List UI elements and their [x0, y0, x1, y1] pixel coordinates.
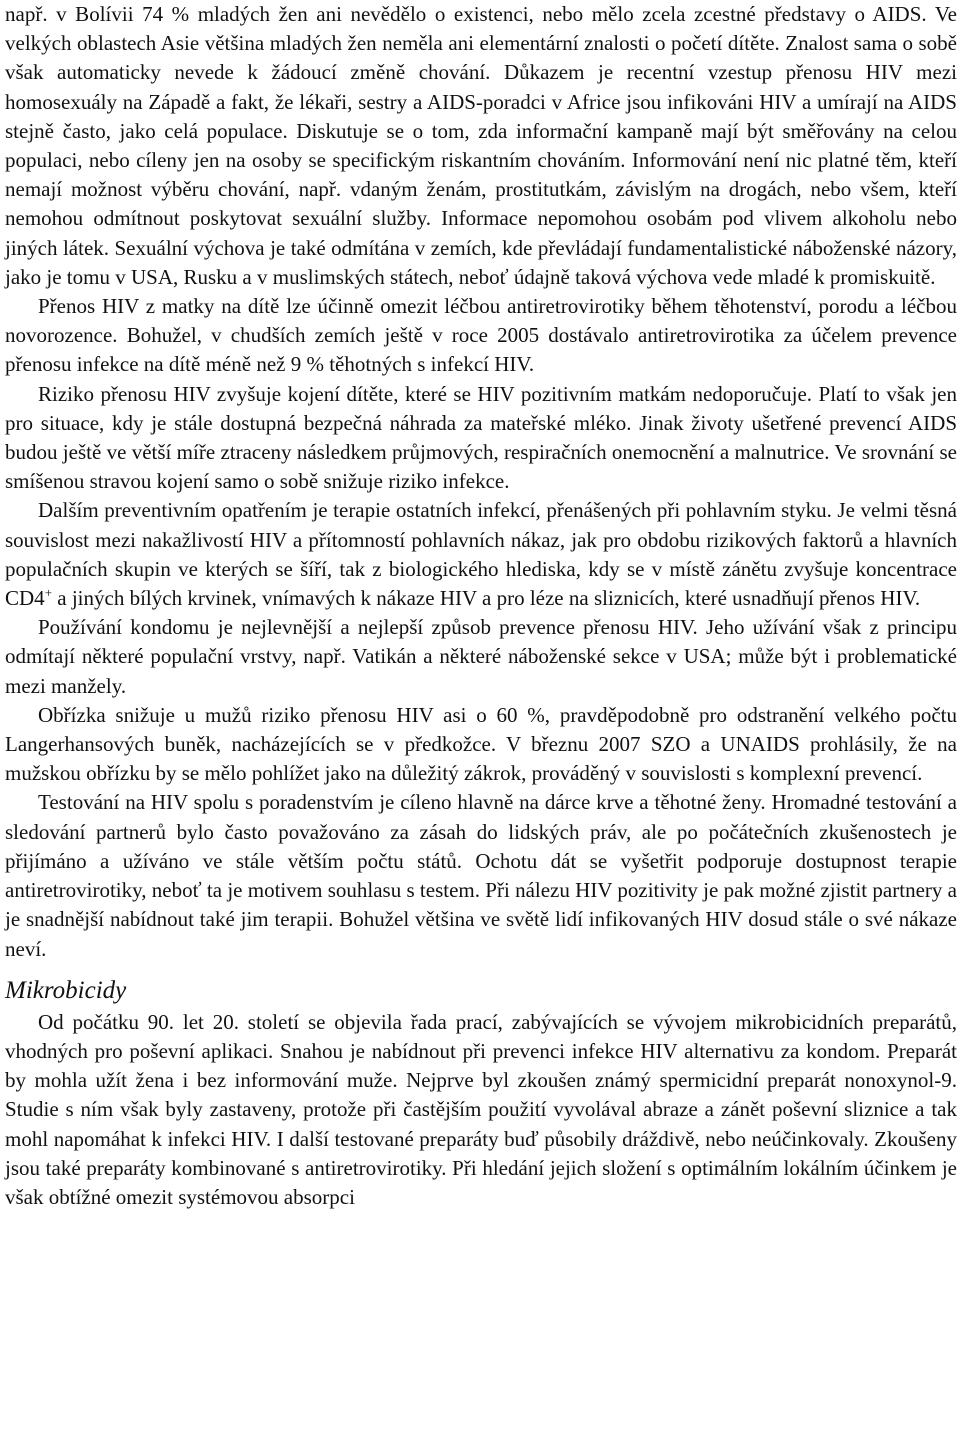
paragraph-sti-text-a: Dalším preventivním opatřením je terapie ostatních infekcí, přenášených při pohlavním styku. Je velmi těsná souvislost mezi nakažlivostí HIV a přítomností pohlavních nákaz, jak pro obdobu rizikových faktorů a hlavních populačních skupin ve kterých se šíří, tak z biologického hlediska, kdy se v místě zánětu zvyšuje koncentrace CD4	[5, 498, 957, 611]
paragraph-breastfeeding: Riziko přenosu HIV zvyšuje kojení dítěte, které se HIV pozitivním matkám nedoporučuje. Platí to však jen pro situace, kdy je stále dostupná bezpečná náhrada za mateřské mléko. Jinak životy ušetřené prevencí AIDS budou ještě ve větší míře ztraceny následkem průjmových, respiračních onemocnění a malnutrice. Ve srovnání se smíšenou stravou kojení samo o sobě snižuje riziko infekce.	[5, 381, 957, 494]
paragraph-circumcision: Obřízka snižuje u mužů riziko přenosu HIV asi o 60 %, pravděpodobně pro odstranění velkého počtu Langerhansových buněk, nacházejících se v předkožce. V březnu 2007 SZO a UNAIDS prohlásily, že na mužskou obřízku by se mělo pohlížet jako na důležitý zákrok, prováděný v souvislosti s komplexní prevencí.	[5, 702, 957, 786]
paragraph-sti-text-b: a jiných bílých krvinek, vnímavých k nákaze HIV a pro léze na sliznicích, které usnadňují přenos HIV.	[52, 586, 921, 611]
paragraph-sti-therapy	[5, 496, 957, 613]
document-page	[5, 0, 957, 1212]
paragraph-testing: Testování na HIV spolu s poradenstvím je cíleno hlavně na dárce krve a těhotné ženy. Hromadné testování a sledování partnerů bylo často považováno za zásah do lidských práv, ale po počátečních zkušenostech je přijímáno a užíváno ve stále větším počtu států. Ochotu dát se vyšetřit podporuje dostupnost terapie antiretrovirotiky, neboť ta je motivem souhlasu s testem. Při nálezu HIV pozitivity je pak možné zjistit partnery a je snadnější nabídnout také jim terapii. Bohužel většina ve světě lidí infikovaných HIV dosud stále o své nákaze neví.	[5, 790, 957, 961]
superscript-plus: +	[44, 585, 53, 601]
paragraph-condoms: Používání kondomu je nejlevnější a nejlepší způsob prevence přenosu HIV. Jeho užívání však z principu odmítají některé populační vrstvy, např. Vatikán a některé náboženské sekce v USA; může být i problematické mezi manžely.	[5, 615, 957, 698]
paragraph-microbicides: Od počátku 90. let 20. století se objevila řada prací, zabývajících se vývojem mikrobicidních preparátů, vhodných pro poševní aplikaci. Snahou je nabídnout při prevenci infekce HIV alternativu za kondom. Preparát by mohla užít žena i bez informování muže. Nejprve byl zkoušen známý spermicidní preparát nonoxynol-9. Studie s ním však byly zastaveny, protože při častějším použití vyvolával abraze a zánět poševní sliznice a tak mohl napomáhat k infekci HIV. I další testované preparáty buď působily dráždivě, nebo neúčinkovaly. Zkoušeny jsou také preparáty kombinované s antiretrovirotiky. Při hledání jejich složení s optimálním lokálním účinkem je však obtížné omezit systémovou absorpci	[5, 1009, 957, 1209]
paragraph-continued: např. v Bolívii 74 % mladých žen ani nevědělo o existenci, nebo mělo zcela zcestné představy o AIDS. Ve velkých oblastech Asie většina mladých žen neměla ani elementární znalosti o početí dítěte. Znalost sama o sobě však automaticky nevede k žádoucí změně chování. Důkazem je recentní vzestup přenosu HIV mezi homosexuály na Západě a fakt, že lékaři, sestry a AIDS-poradci v Africe jsou infikováni HIV a umírají na AIDS stejně často, jako celá populace. Diskutuje se o tom, zda informační kampaně mají být směřovány na celou populaci, nebo cíleny jen na osoby se specifickým riskantním chováním. Informování není nic platné těm, kteří nemají možnost výběru chování, např. vdaným ženám, prostitutkám, závislým na drogách, nebo všem, kteří nemohou odmítnout poskytovat sexuální služby. Informace nepomohou osobám pod vlivem alkoholu nebo jiných látek. Sexuální výchova je také odmítána v zemích, kde převládají fundamentalistické náboženské názory, jako je tomu v USA, Rusku a v muslimských státech, neboť údajně taková výchova vede mladé k promiskuitě.	[5, 2, 957, 289]
paragraph-mother-to-child: Přenos HIV z matky na dítě lze účinně omezit léčbou antiretrovirotiky během těhotenství, porodu a léčbou novorozence. Bohužel, v chudších zemích ještě v roce 2005 dostávalo antiretrovirotika za účelem prevence přenosu infekce na dítě méně než 9 % těhotných s infekcí HIV.	[5, 294, 957, 377]
section-heading-microbicides: Mikrobicidy	[5, 976, 127, 1004]
